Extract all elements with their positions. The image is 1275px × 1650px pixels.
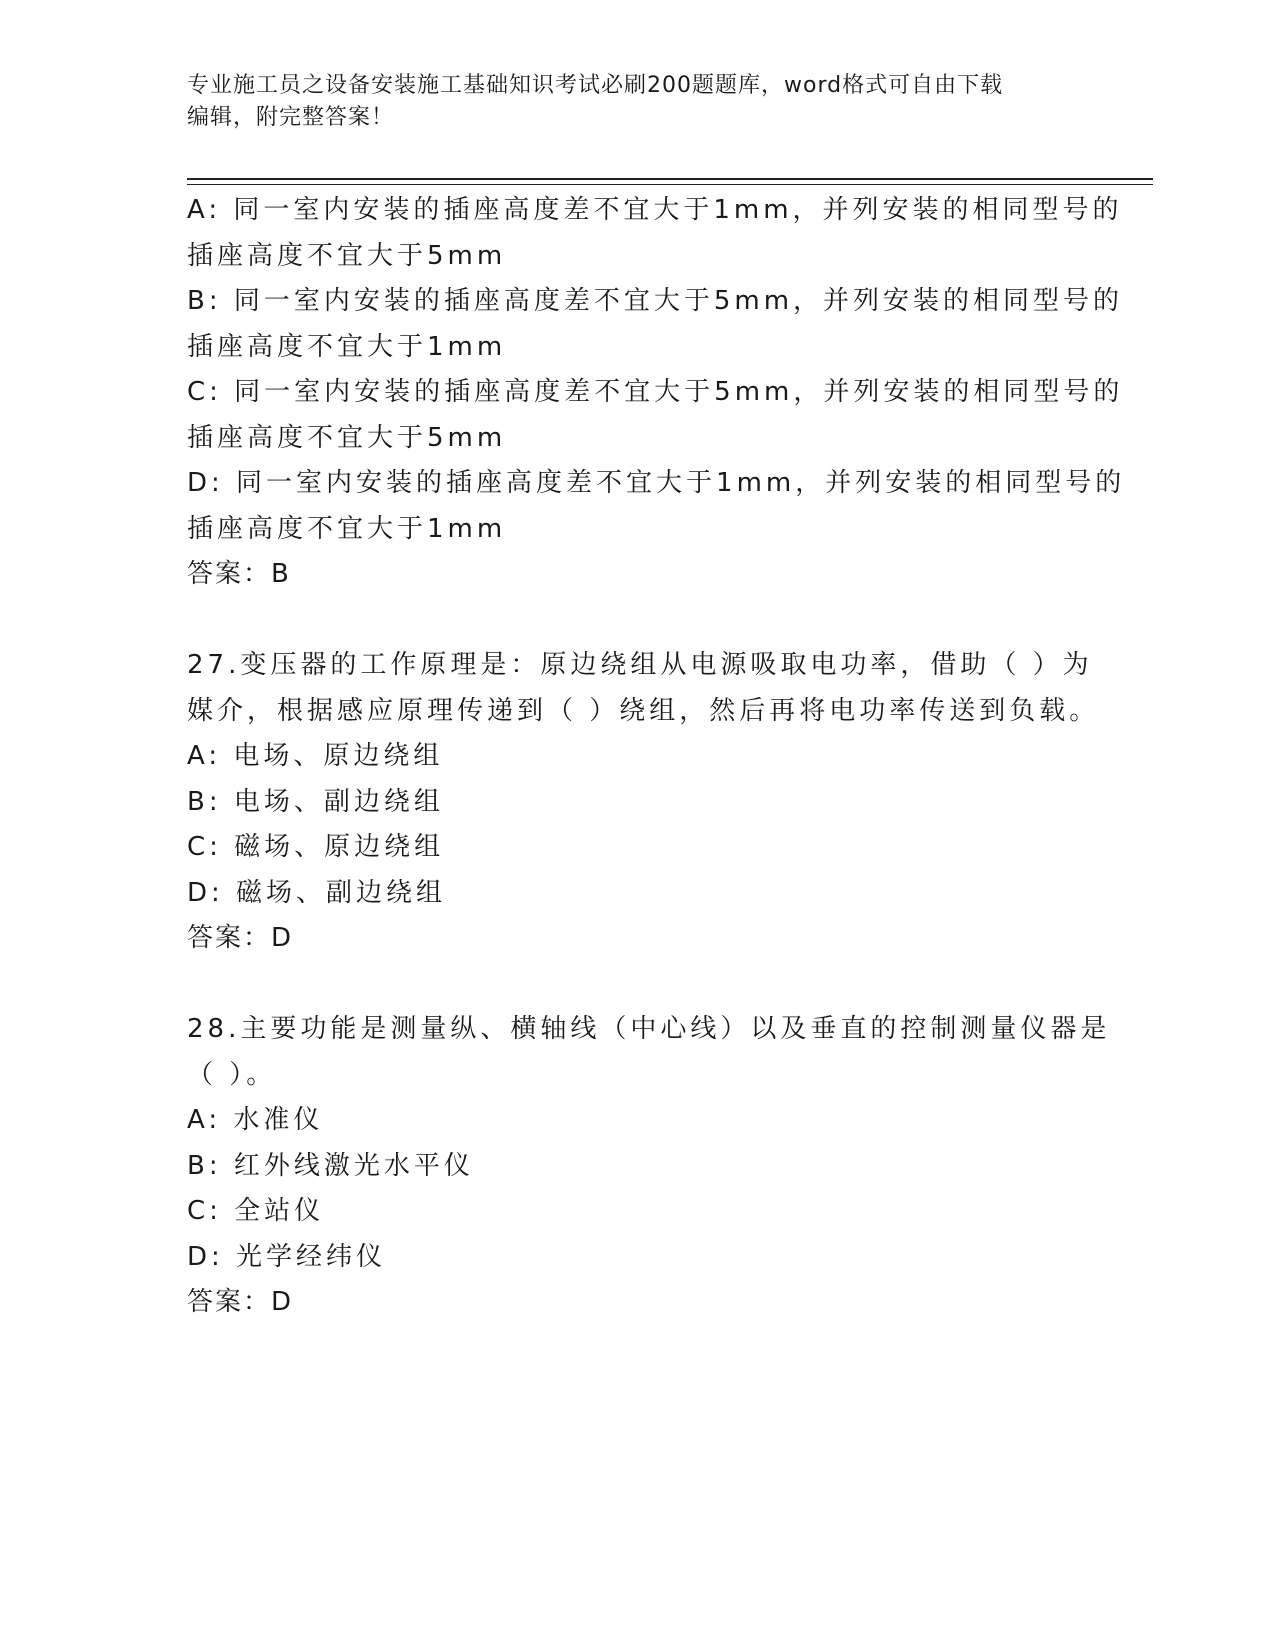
- spacer: [187, 962, 1087, 1008]
- header-title-line-2: 编辑，附完整答案！: [187, 105, 395, 130]
- question-27-option-d: D: 磁场、副边绕组: [187, 877, 447, 908]
- answer-28: 答案：D: [187, 1287, 294, 1317]
- option-a-line-2: 插座高度不宜大于5mm: [187, 240, 507, 271]
- question-28-option-d: D: 光学经纬仪: [187, 1241, 387, 1272]
- question-28-stem-line-1: 28.主要功能是测量纵、横轴线（中心线）以及垂直的控制测量仪器是: [187, 1014, 1111, 1044]
- question-27-stem-line-1: 27.变压器的工作原理是：原边绕组从电源吸取电功率，借助（ ）为: [187, 650, 1093, 680]
- question-28-option-b: B: 红外线激光水平仪: [187, 1150, 474, 1181]
- option-d-line-1: D: 同一室内安装的插座高度差不宜大于1mm，并列安装的相同型号的: [187, 468, 1126, 498]
- option-a-line-1: A: 同一室内安装的插座高度差不宜大于1mm，并列安装的相同型号的: [187, 195, 1123, 225]
- option-c-line-1: C: 同一室内安装的插座高度差不宜大于5mm，并列安装的相同型号的: [187, 377, 1124, 407]
- spacer: [187, 598, 1087, 644]
- header-divider-thin: [187, 184, 1153, 185]
- question-27: [187, 643, 1100, 962]
- answer-27: 答案：D: [187, 923, 294, 953]
- option-b-line-2: 插座高度不宜大于1mm: [187, 331, 507, 362]
- option-d-line-2: 插座高度不宜大于1mm: [187, 513, 507, 544]
- option-b-line-1: B: 同一室内安装的插座高度差不宜大于5mm，并列安装的相同型号的: [187, 286, 1124, 316]
- question-28-stem-line-2: （ ）。: [187, 1059, 277, 1090]
- option-c-line-2: 插座高度不宜大于5mm: [187, 422, 507, 453]
- question-28-option-c: C: 全站仪: [187, 1196, 325, 1226]
- question-28: [187, 1007, 1111, 1326]
- question-content: [187, 188, 1126, 1326]
- question-27-option-a: A: 电场、原边绕组: [187, 741, 444, 771]
- document-header: [187, 70, 1087, 134]
- question-27-option-c: C: 磁场、原边绕组: [187, 832, 445, 862]
- question-28-option-a: A: 水准仪: [187, 1105, 324, 1135]
- header-divider-thick: [187, 178, 1153, 180]
- question-27-option-b: B: 电场、副边绕组: [187, 786, 444, 817]
- question-27-stem-line-2: 媒介，根据感应原理传递到（ ）绕组，然后再将电功率传送到负载。: [187, 695, 1100, 726]
- header-title-line-1: 专业施工员之设备安装施工基础知识考试必刷200题题库，word格式可自由下载: [187, 73, 1004, 98]
- answer-26: 答案：B: [187, 559, 291, 589]
- question-26-options: [187, 188, 1126, 598]
